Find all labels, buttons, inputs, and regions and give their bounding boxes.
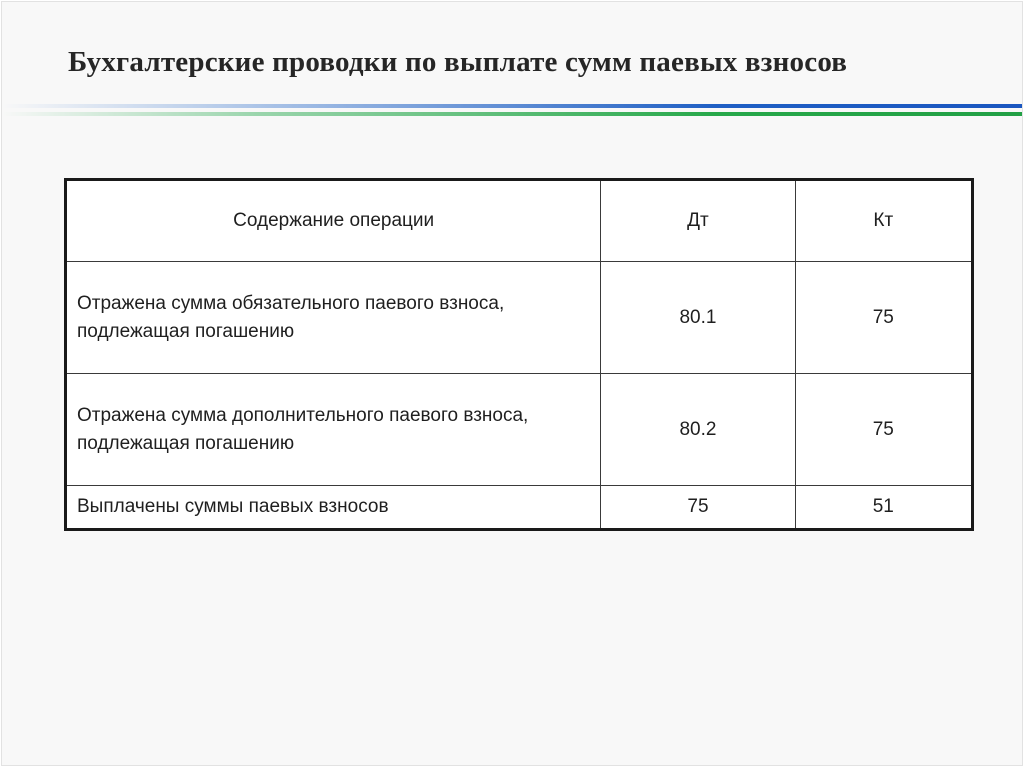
row-debit: 80.2 <box>601 374 795 486</box>
row-debit: 80.1 <box>601 262 795 374</box>
table-row <box>66 262 973 374</box>
title-divider-blue <box>2 104 1022 108</box>
table-row <box>66 374 973 486</box>
header-operation: Содержание операции <box>66 180 601 262</box>
header-credit: Кт <box>795 180 972 262</box>
accounting-entries-table <box>64 178 974 531</box>
row-credit: 75 <box>795 374 972 486</box>
header-debit: Дт <box>601 180 795 262</box>
row-credit: 75 <box>795 262 972 374</box>
table-header-row <box>66 180 973 262</box>
slide-title: Бухгалтерские проводки по выплате сумм паевых взносов <box>68 46 848 78</box>
row-operation: Выплачены суммы паевых взносов <box>66 486 601 530</box>
table-row <box>66 486 973 530</box>
row-operation: Отражена сумма дополнительного паевого взноса, подлежащая погашению <box>66 374 601 486</box>
row-debit: 75 <box>601 486 795 530</box>
row-operation: Отражена сумма обязательного паевого взноса, подлежащая погашению <box>66 262 601 374</box>
title-divider-green <box>2 112 1022 116</box>
row-credit: 51 <box>795 486 972 530</box>
